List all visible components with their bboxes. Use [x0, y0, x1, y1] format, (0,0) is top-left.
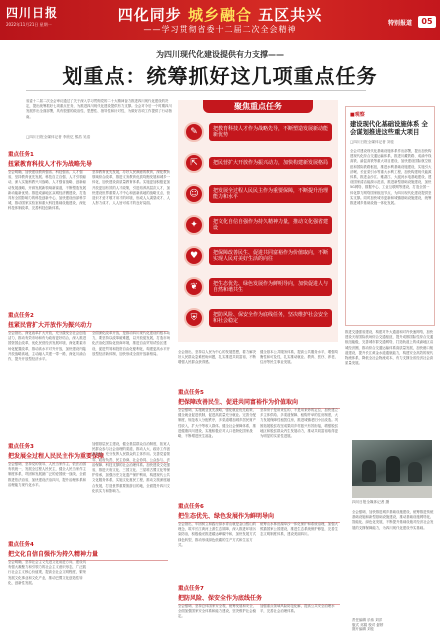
- meeting-photo: [352, 440, 432, 498]
- section-6-heading: [178, 502, 340, 523]
- culture-icon: ✦: [184, 215, 204, 235]
- section-5-heading: [178, 388, 340, 409]
- headline-part1: 四化同步: [117, 6, 188, 24]
- page-footer: [352, 618, 438, 632]
- column-2-body: 加强基层民主建设，健全基层群众自治制度，拓宽人民群众参与社会治理的渠道，推动人大、政协工作创新发展，充分发挥人民群众的主体作用。完善党委领导、政府负责、民主协商、社会协同、公众参与、法治保障、科技支撑的社会治理体系。加快建设文化强省，推进天府文化、三国文化、三星堆古蜀文化等保护传承，加强历史文化遗产保护利用，构建现代公共文化服务体系，实施文化惠民工程，推动文旅深度融合发展，打造世界重要旅游目的地，全面提升四川文化软实力和影响力。: [92, 442, 170, 493]
- focus-item: [184, 213, 332, 237]
- intro-paragraph: 省委十二届二次全会审议通过了关于深入学习贯彻党的二十大精神奋力推进四川现代化建设的决定，提出统筹抓好七项重点任务，为推进四川现代化建设提供有力支撑。全会对今后一个时期四川发展作出全面部署，具有很强的政治性、思想性、指导性和针对性，为做好各项工作提供了行动指南。: [26, 99, 172, 119]
- headline-part3: 五区共兴: [252, 6, 323, 24]
- headline-part2: 城乡融合: [187, 6, 252, 24]
- section-title: 把防风险、保安全作为底线任务: [178, 593, 340, 605]
- expand-icon: ⇱: [184, 153, 204, 173]
- focus-panel-title: 聚焦重点任务: [203, 100, 313, 113]
- section-1-body: 全会明确，加快建设教育强省、科技强省、人才强省，坚持教育优先发展、科技自立自强、人才引领驱动，深入实施科教兴川战略、人才强省战略、创新驱动发展战略，开辟发展新领域新赛道，不断塑造发展新动能新优势。推进成渝地区双城经济圈建设，打造具有全国影响力的科技创新中心，加快建设西部科学城，推动国家实验室和重大科技基础设施建设，深化科技体制改革，完善科技创新体系。: [8, 170, 86, 211]
- focus-item-text: 把发展全过程人民民主作为重要保障，不断提升治理能力和水平: [209, 185, 332, 203]
- observation-tag: ■观察: [350, 112, 365, 118]
- focus-item-text: 把民营扩大开放作为振兴动力，加快构建新发展格局: [209, 157, 332, 169]
- article-byline: □四川日报全媒体记者 李欣忆 熊浩 吴浩: [26, 135, 91, 139]
- photo-desk: [352, 486, 432, 498]
- section-headline: [110, 4, 330, 25]
- observation-title: 建设现代化基础设施体系 全会谋划推进这些重大项目: [350, 121, 428, 136]
- focus-item-text: 把教育科技人才作为战略先导，不断塑造发展新动能新优势: [209, 123, 332, 141]
- section-tag: 特别报道: [387, 20, 412, 27]
- section-1-heading: [8, 150, 168, 171]
- section-2-body: 全会指出，深化改革扩大开放，充分激发全社会创造活力，推动有效市场和有为政府更好结合，深入推进国资国企改革，优化民营经济发展环境，深化要素市场化配置改革，推动高水平对外开放，加快建设内陆开放战略高地，主动融入共建一带一路，深化川渝合作，提升开放型经济水平。: [8, 331, 86, 362]
- focus-item: [184, 151, 332, 175]
- center-body-1: 全会指出，坚持以人民为中心的发展思想，着力解决好人民群众急难愁盼问题，扎实推进共同富裕，不断增强人民群众获得感。: [178, 350, 256, 365]
- section-1-body-2: 坚持教育优先发展，办好人民满意的教育，深化教育领域综合改革，推进义务教育优质均衡发展和城乡一体化，加快建设高质量教育体系。实施更加积极更加开放更加有效的人才政策，引进培养高层次人才，加快建设世界重要人才中心和创新高地的战略支点，营造识才爱才敬才用才的环境，形成人人渴望成才、人人努力成才、人人皆可成才的良好局面。: [92, 170, 170, 206]
- footer-line: 版式 邓娟 校对 晏婷: [352, 622, 384, 627]
- section-4-body: 全会明确，坚持社会主义先进文化前进方向，建设具有强大凝聚力和引领力的社会主义意识形态，广泛践行社会主义核心价值观，提高全社会文明程度，繁荣发展文化事业和文化产业，推动巴蜀文化创造性转化、创新性发展。: [8, 560, 86, 585]
- focus-item: [184, 244, 332, 268]
- section-7-heading: [178, 584, 340, 605]
- section-number: 重点任务5: [178, 390, 204, 396]
- focus-item: [184, 306, 332, 330]
- section-7-body-2: 加强重点领域风险防范化解，提高公共安全治理水平，完善社会治理体系。: [260, 604, 335, 614]
- photo-person: [362, 460, 376, 482]
- section-number: 重点任务6: [178, 504, 204, 510]
- photo-person: [386, 456, 400, 482]
- livelihood-icon: ♥: [184, 246, 204, 266]
- section-5-body: 全会强调，实施就业优先战略，强化就业优先政策，健全就业促进机制，促进高质量充分就业。完善分配制度，规范收入分配秩序，多渠道增加城乡居民财产性收入，扩大中等收入群体。健全社会保障体系，推进健康四川建设，实施积极应对人口老龄化国家战略，不断增进民生福祉。: [178, 408, 256, 439]
- focus-item-text: 把生态优先、绿色发展作为鲜明导向，加快促进人与自然和谐共生: [209, 278, 332, 296]
- section-7-body: 全会强调，坚持总体国家安全观，统筹发展和安全，全面加强国家安全体系和能力建设，坚决维护社会稳定。: [178, 604, 256, 619]
- section-title: 把保障改善民生、促进共同富裕作为价值取向: [178, 397, 340, 409]
- people-icon: ☺: [184, 184, 204, 204]
- section-title: 扭紧民营扩大开放作为振兴动力: [8, 320, 168, 332]
- section-title: 把文化自信自强作为持久精神力量: [8, 549, 168, 561]
- focus-item: [184, 275, 332, 299]
- focus-item-text: 把防风险、保安全作为底线任务，坚决维护社会安全和社会稳定: [209, 309, 332, 327]
- section-2-body-2: 全面深化改革开放，是推动四川现代化建设的根本动力，要坚持以改革破难题，以开放促发展，打造市场化法治化国际化营商环境，推进自由贸易试验区建设，促进贸易和投资自由化便利化，构建更高水平开放型经济新体制，加快形成全面开放新格局。: [92, 331, 170, 356]
- paper-name: 四川日报: [6, 6, 59, 20]
- focus-item: [184, 120, 332, 144]
- section-5-body-2: 坚持房子是用来住的、不是用来炒的定位，加快建立多主体供给、多渠道保障、租购并举的住房制度，大力发展保障性租赁住房，推进城镇老旧小区改造。巩固拓展脱贫攻坚成果同乡村振兴有效衔接，增强脱贫地区和脱贫群众内生发展动力，推动共同富裕取得更为明显的实质性进展。: [260, 408, 338, 439]
- section-2-heading: [8, 311, 168, 332]
- leaf-icon: ❦: [184, 277, 204, 297]
- date-line: 2022年11月21日 星期一: [6, 22, 52, 27]
- title-divider: [26, 90, 366, 91]
- masthead: [0, 0, 440, 40]
- footer-line: 责任编辑 乐伟 刘洋: [352, 618, 383, 622]
- center-body-2: 健全基本公共服务体系，提高公共服务水平，增强均衡性和可及性，扎实推动就业、教育、医疗、养老、住房等民生事业发展。: [260, 350, 338, 365]
- article-title: 划重点：统筹抓好这几项重点任务: [62, 64, 378, 88]
- section-number: 重点任务2: [8, 313, 34, 319]
- photo-person: [408, 462, 422, 482]
- focus-item-text: 把文化自信自强作为持久精神力量，推动文化强省建设: [209, 216, 332, 234]
- observation-box: [345, 106, 435, 326]
- section-number: 重点任务1: [8, 152, 34, 158]
- observation-body: 全会对建设现代化基础设施体系作出部署，提出加快构建现代化综合交通运输体系，推进川藏铁路、成渝中线高铁、渝昆高铁等重大项目建设，加快建设国际航空枢纽和国际铁路枢纽，推进水利基础设施建设，实施引大济岷、长征渠引水等重大水利工程，加快构建现代能源体系，推进金沙江、雅砻江、大渡河水电基地建设，建设国家清洁能源示范省，推进新型基础设施建设，加快5G网络、数据中心、工业互联网等建设，打造全国一体化算力网络国家枢纽节点，为四川现代化建设提供坚实支撑。同时加快城市更新和城镇基础设施建设，统筹推进城乡基础设施一体化发展。: [350, 149, 432, 206]
- footer-line: 图片编辑 刘佳: [352, 627, 375, 632]
- focus-panel: [178, 100, 338, 342]
- headline-subline: ——学习贯彻省委十二届二次全会精神: [143, 25, 297, 34]
- section-number: 重点任务3: [8, 444, 34, 450]
- focus-item-text: 把保障改善民生、促进共同富裕作为价值取向，不断实现人民对美好生活的向往: [209, 247, 332, 265]
- section-3-body: 全会强调，坚持党的领导、人民当家作主、依法治国有机统一，发展全过程人民民主，健全人民当家作主制度体系，巩固和发展最广泛的爱国统一战线，全面推进依法治省，加快建设法治四川，提升治理体系和治理能力现代化水平。: [8, 462, 86, 487]
- graduation-icon: ✎: [184, 122, 204, 142]
- focus-item: [184, 182, 332, 206]
- section-6-body-2: 统筹山水林田湖草沙一体化保护和系统治理，加强大熊猫国家公园建设，推进生态系统保护修复，完善生态文明制度体系，建设美丽四川。: [260, 522, 338, 537]
- section-title: 把生态优先、绿色发展作为鲜明导向: [178, 511, 340, 523]
- observation-byline: □四川日报全媒体记者 刘佳: [350, 140, 395, 144]
- shield-icon: ⛨: [184, 308, 204, 328]
- page-number: 05: [418, 16, 436, 28]
- section-number: 重点任务4: [8, 542, 34, 548]
- article-kicker: 为四川现代化建设提供有力支撑——: [156, 50, 284, 59]
- section-6-body: 全会指出，牢固树立和践行绿水青山就是金山银山的理念，筑牢长江黄河上游生态屏障，深入推进环境污染防治，积极稳妥推进碳达峰碳中和，加快发展方式绿色转型，推动形成绿色低碳的生产方式和生活方式。: [178, 522, 256, 547]
- section-title: 把发展全过程人民民主作为重要保障: [8, 451, 168, 463]
- right-column-body: 推进交通强省建设，构建对外大通道和对内快速网络，加快建设天府国际机场综合交通枢纽，提升成都国际性综合交通枢纽能级，完善城市群交通网络，打造轨道上的成渝地区双城经济圈，推动综合交通运输体系高质量发展，加快港口航道建设，提升长江黄金水道通航能力，构建安全高效的现代物流体系，降低全社会物流成本，有力支撑全省经济社会高质量发展。: [345, 330, 434, 366]
- photo-caption: 四川日报全媒体记者 摄: [352, 500, 390, 504]
- right-column-lower-body: 全会强调，加快推进城乡基础设施建设，统筹推进传统基础设施和新型基础设施建设，推动基础设施网络化、智能化、绿色化发展，不断提升基础设施对经济社会发展的支撑保障能力，为四川现代化建设夯实基础。: [352, 510, 434, 530]
- section-title: 扭紧教育科技人才作为战略先导: [8, 159, 168, 171]
- section-number: 重点任务7: [178, 586, 204, 592]
